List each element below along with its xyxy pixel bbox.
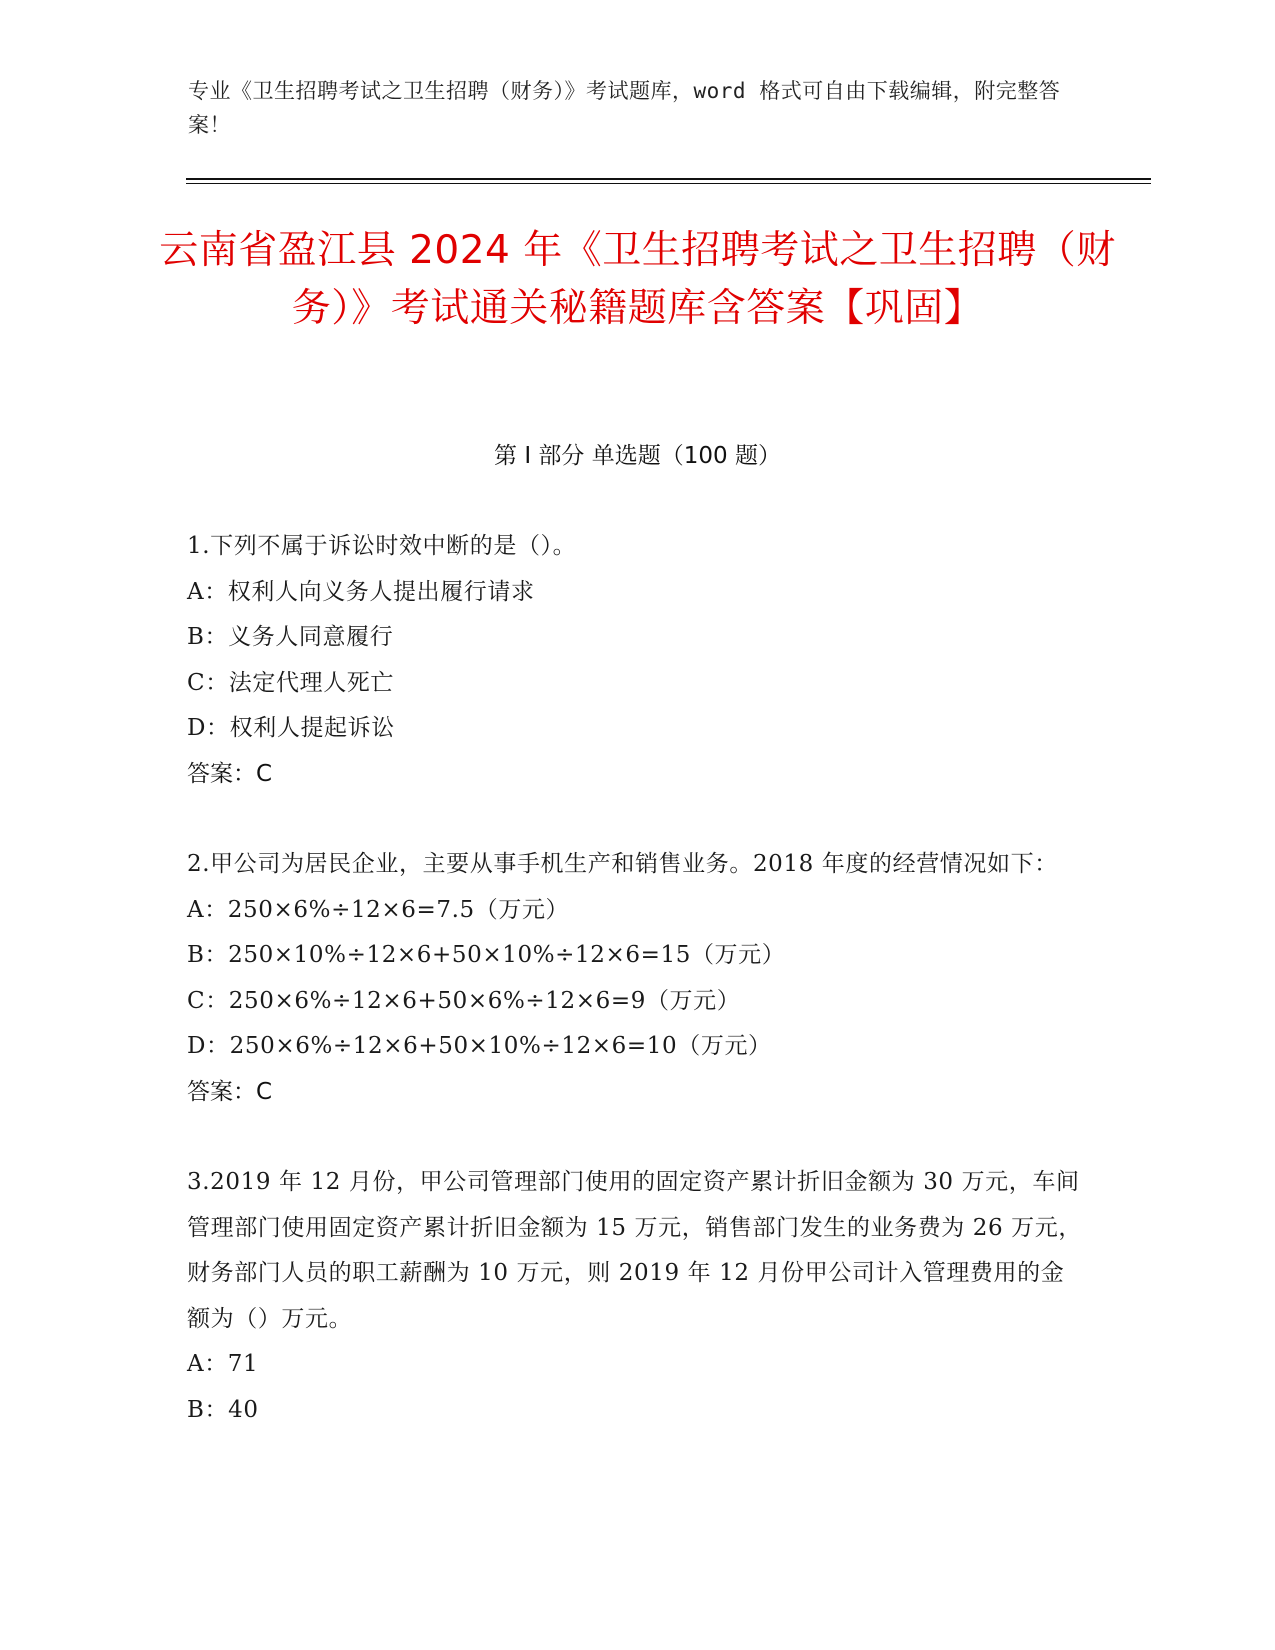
header-rule-thin <box>186 183 1151 184</box>
question-list <box>187 524 1082 1478</box>
option-b: B：250×10%÷12×6+50×10%÷12×6=15（万元） <box>187 942 786 968</box>
question-stem: 2.甲公司为居民企业，主要从事手机生产和销售业务。2018 年度的经营情况如下： <box>187 851 1058 877</box>
document-title: 云南省盈江县 2024 年《卫生招聘考试之卫生招聘（财务）》考试通关秘籍题库含答案【巩固】 <box>159 228 1116 331</box>
option-c: C：法定代理人死亡 <box>187 669 394 696</box>
question-stem: 1.下列不属于诉讼时效中断的是（）。 <box>187 533 577 559</box>
header-rule <box>186 178 1151 180</box>
header-note: 专业《卫生招聘考试之卫生招聘（财务）》考试题库，word 格式可自由下载编辑，附完整答案！ <box>188 79 1061 137</box>
option-d: D：权利人提起诉讼 <box>187 715 395 741</box>
option-b: B：40 <box>187 1396 259 1423</box>
section-title: 第 I 部分 单选题（100 题） <box>494 443 781 469</box>
option-a: A：权利人向义务人提出履行请求 <box>187 578 535 605</box>
option-c: C：250×6%÷12×6+50×6%÷12×6=9（万元） <box>187 987 741 1014</box>
option-a: A：250×6%÷12×6=7.5（万元） <box>187 896 570 923</box>
question-stem: 3.2019 年 12 月份，甲公司管理部门使用的固定资产累计折旧金额为 30 万元，车间管理部门使用固定资产累计折旧金额为 15 万元，销售部门发生的业务费为 26 万元，财务部门人员的职工薪酬为 10 万元，则 2019 年 12 月份甲公司计入管理费用的金额为（）万元。 <box>187 1169 1082 1332</box>
answer: 答案：C <box>187 1078 273 1105</box>
option-a: A：71 <box>187 1351 259 1377</box>
option-d: D：250×6%÷12×6+50×10%÷12×6=10（万元） <box>187 1033 772 1059</box>
question-1 <box>187 524 1082 797</box>
option-b: B：义务人同意履行 <box>187 624 394 650</box>
answer: 答案：C <box>187 760 273 787</box>
question-2 <box>187 842 1082 1115</box>
question-3 <box>187 1160 1082 1433</box>
